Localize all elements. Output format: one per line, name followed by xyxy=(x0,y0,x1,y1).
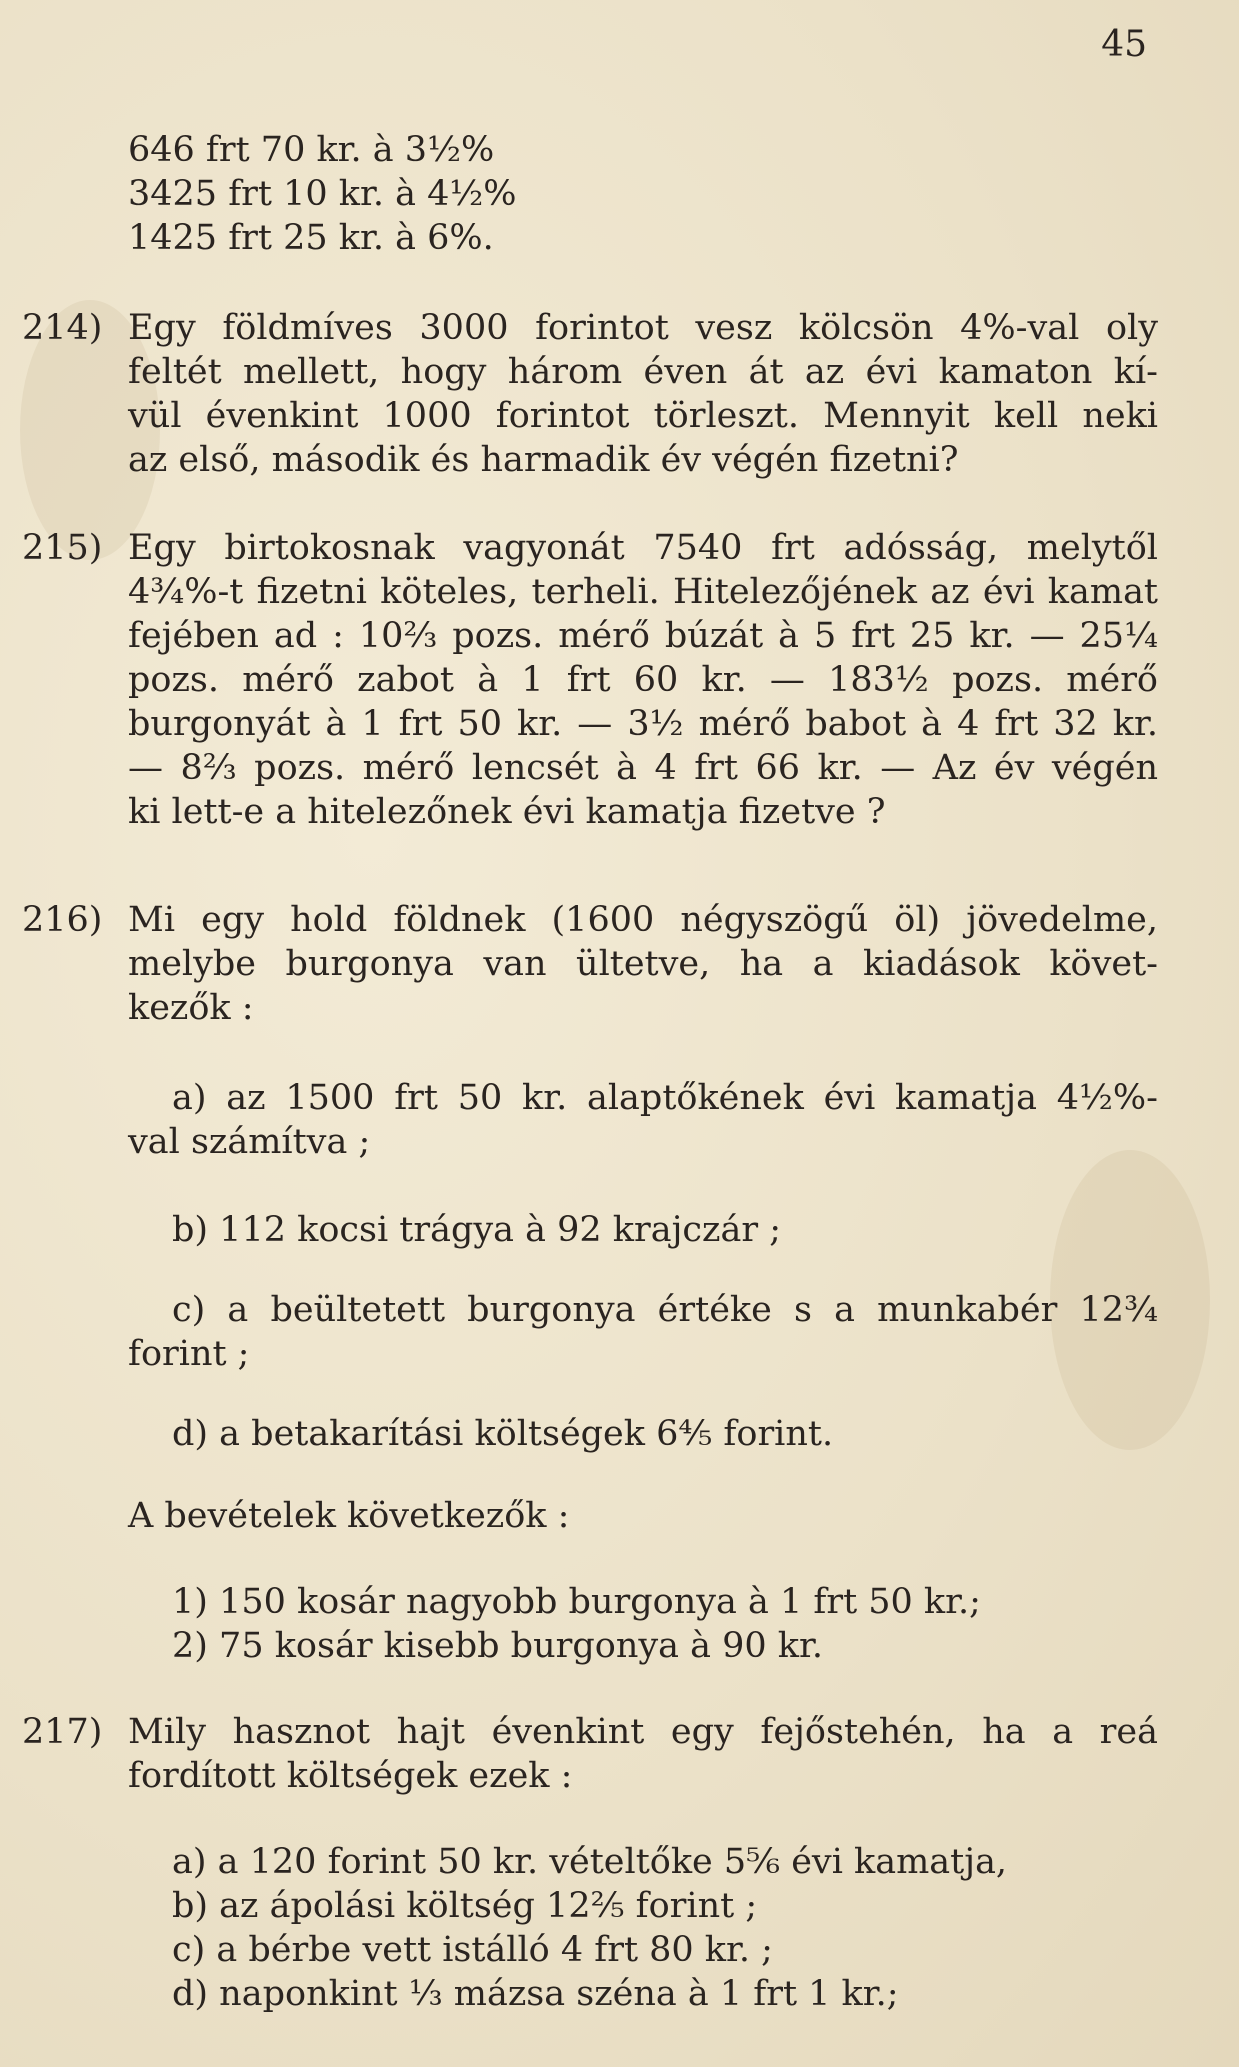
item-b: b) 112 kocsi trágya à 92 krajczár ; xyxy=(172,1210,781,1250)
item-b: b) az ápolási költség 12⅖ forint ; xyxy=(172,1886,758,1926)
text-line: vül évenkint 1000 forintot törleszt. Mennyit kell neki xyxy=(128,396,1158,436)
text-line: pozs. mérő zabot à 1 frt 60 kr. — 183½ pozs. mérő xyxy=(128,660,1158,700)
text-line: Egy birtokosnak vagyonát 7540 frt adósság, melytől xyxy=(128,528,1158,568)
text-line: kezők : xyxy=(128,988,254,1028)
text-line: fordított költségek ezek : xyxy=(128,1756,573,1796)
text-line: Mi egy hold földnek (1600 négyszögű öl) jövedelme, xyxy=(128,900,1158,940)
problem-number: 214) xyxy=(22,308,103,348)
text-line: feltét mellett, hogy három éven át az évi kamaton kí- xyxy=(128,352,1158,392)
text-line: burgonyát à 1 frt 50 kr. — 3½ mérő babot à 4 frt 32 kr. xyxy=(128,704,1158,744)
item-a-cont: val számítva ; xyxy=(128,1122,371,1162)
text-line: 646 frt 70 kr. à 3½% xyxy=(128,130,495,170)
text-line: az első, második és harmadik év végén fizetni? xyxy=(128,440,959,480)
item-d: d) a betakarítási költségek 6⅘ forint. xyxy=(172,1414,834,1454)
item-a: a) a 120 forint 50 kr. vételtőke 5⅚ évi kamatja, xyxy=(172,1842,1008,1882)
text-line: fejében ad : 10⅔ pozs. mérő búzát à 5 frt 25 kr. — 25¼ xyxy=(128,616,1158,656)
text-line: — 8⅔ pozs. mérő lencsét à 4 frt 66 kr. — Az év végén xyxy=(128,748,1158,788)
problem-number: 217) xyxy=(22,1712,103,1752)
text-line: 4¾%-t fizetni köteles, terheli. Hitelezőjének az évi kamat xyxy=(128,572,1158,612)
text-line: 3425 frt 10 kr. à 4½% xyxy=(128,174,517,214)
item-c: c) a beültetett burgonya értéke s a munkabér 12¾ xyxy=(172,1290,1158,1330)
text-line: melybe burgonya van ültetve, ha a kiadások követ- xyxy=(128,944,1158,984)
problem-number: 216) xyxy=(22,900,103,940)
item-d: d) naponkint ⅓ mázsa széna à 1 frt 1 kr.; xyxy=(172,1974,899,2014)
item-a: a) az 1500 frt 50 kr. alaptőkének évi kamatja 4½%- xyxy=(172,1078,1158,1118)
text-line: ki lett-e a hitelezőnek évi kamatja fizetve ? xyxy=(128,792,886,832)
text-line: Egy földmíves 3000 forintot vesz kölcsön 4%-val oly xyxy=(128,308,1158,348)
text-line: 1425 frt 25 kr. à 6%. xyxy=(128,218,494,258)
item-c: c) a bérbe vett istálló 4 frt 80 kr. ; xyxy=(172,1930,773,1970)
page-number: 45 xyxy=(1101,24,1147,65)
income-item: 2) 75 kosár kisebb burgonya à 90 kr. xyxy=(172,1626,824,1666)
item-c-cont: forint ; xyxy=(128,1334,250,1374)
income-heading: A bevételek következők : xyxy=(128,1496,570,1536)
text-line: Mily hasznot hajt évenkint egy fejőstehén, ha a reá xyxy=(128,1712,1158,1752)
problem-number: 215) xyxy=(22,528,103,568)
income-item: 1) 150 kosár nagyobb burgonya à 1 frt 50 kr.; xyxy=(172,1582,981,1622)
